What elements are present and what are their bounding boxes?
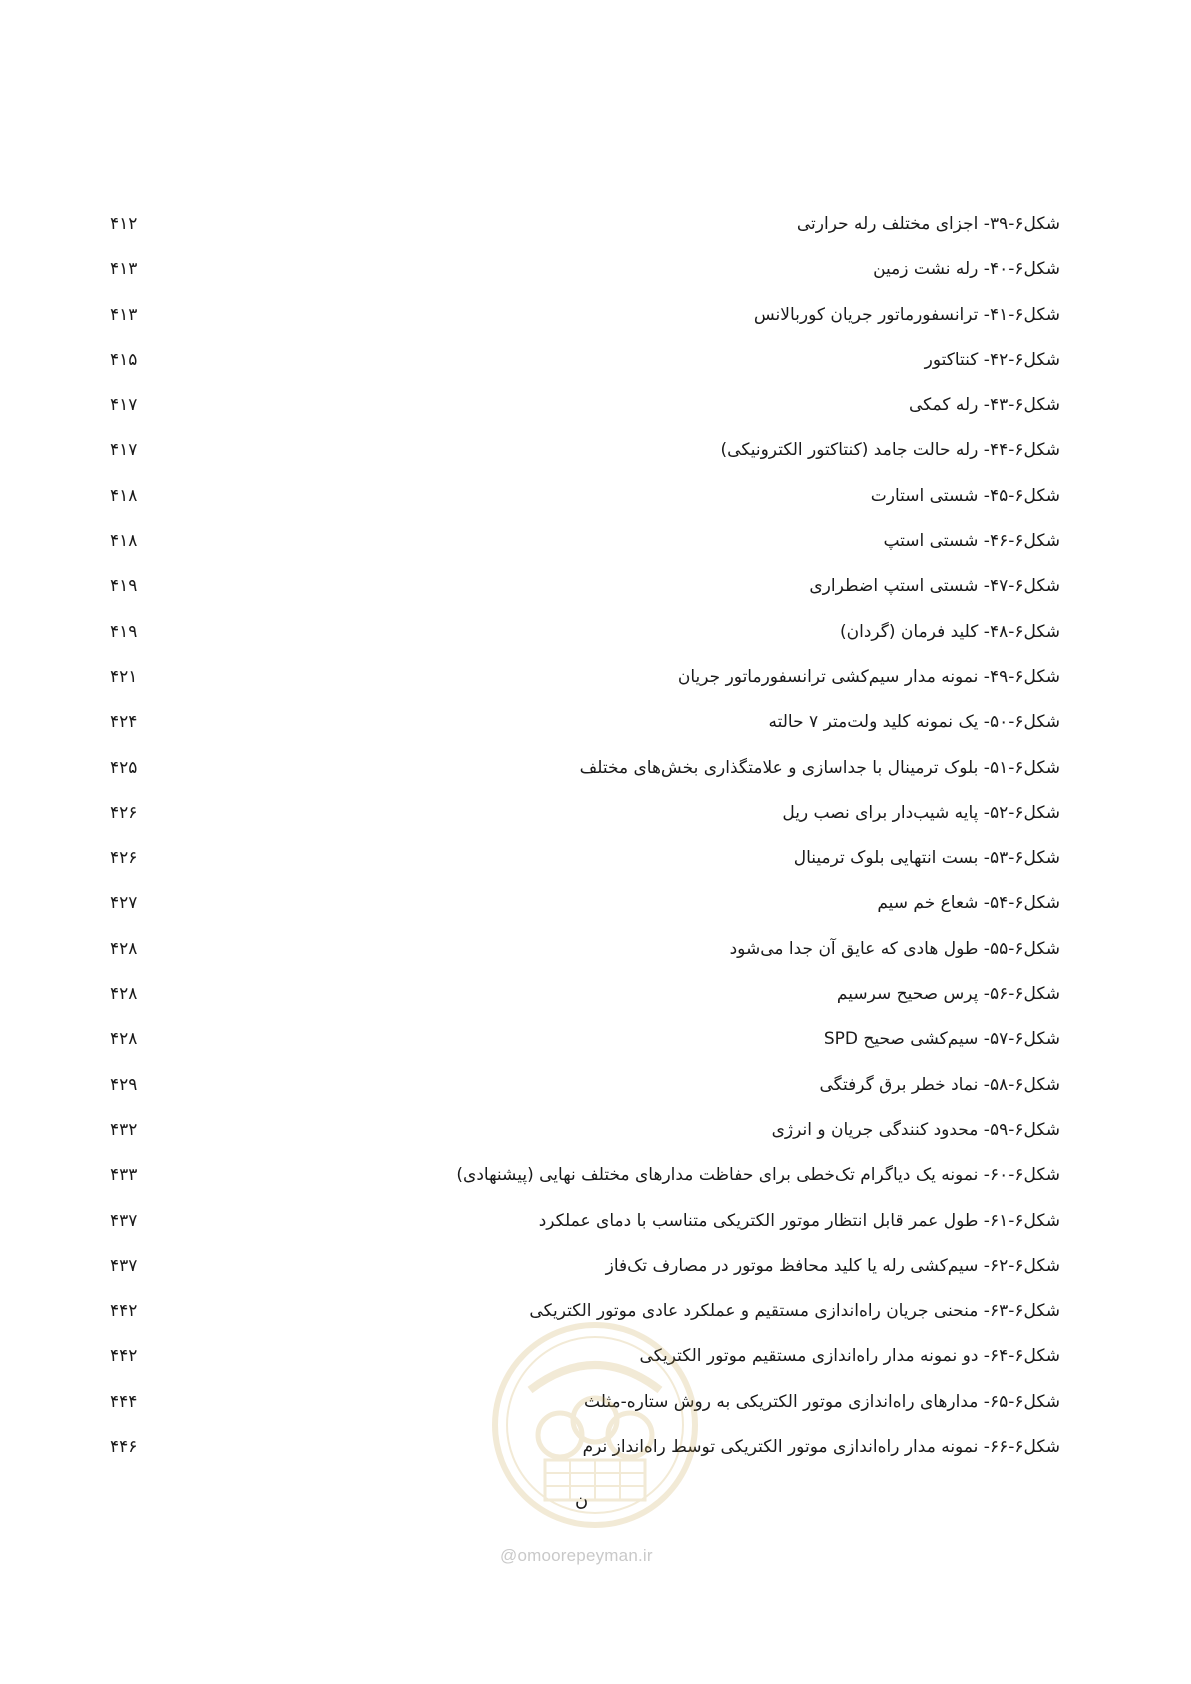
figure-list (110, 212, 1060, 1480)
toc-entry (110, 529, 1060, 574)
toc-entry-page: ۴۱۸ (110, 485, 138, 506)
toc-entry (110, 1435, 1060, 1480)
toc-entry-page: ۴۲۸ (110, 984, 138, 1005)
toc-entry-page: ۴۳۳ (110, 1165, 138, 1186)
toc-entry (110, 1118, 1060, 1163)
toc-entry (110, 1209, 1060, 1254)
toc-entry-page: ۴۴۶ (110, 1437, 138, 1458)
toc-entry-page: ۴۴۲ (110, 1301, 138, 1322)
toc-entry-title: شکل۶-۵۸- نماد خطر برق گرفتگی (819, 1074, 1060, 1095)
toc-entry-page: ۴۱۸ (110, 531, 138, 552)
toc-entry-page: ۴۱۳ (110, 259, 138, 280)
toc-entry (110, 937, 1060, 982)
toc-entry-page: ۴۱۳ (110, 304, 138, 325)
toc-entry-page: ۴۲۵ (110, 757, 138, 778)
toc-entry-page: ۴۲۷ (110, 893, 138, 914)
toc-entry-title: شکل۶-۵۹- محدود کنندگی جریان و انرژی (771, 1119, 1060, 1140)
toc-entry-page: ۴۲۸ (110, 1029, 138, 1050)
toc-entry-title: شکل۶-۴۳- رله کمکی (909, 395, 1060, 416)
toc-entry-page: ۴۱۷ (110, 395, 138, 416)
toc-entry (110, 710, 1060, 755)
toc-entry (110, 620, 1060, 665)
toc-entry-title: شکل۶-۶۳- منحنی جریان راه‌اندازی مستقیم و عملکرد عادی موتور الکتریکی (529, 1301, 1060, 1322)
toc-entry-title: شکل۶-۵۳- بست انتهایی بلوک ترمینال (793, 848, 1060, 869)
toc-entry-page: ۴۱۷ (110, 440, 138, 461)
toc-entry-page: ۴۲۶ (110, 802, 138, 823)
toc-entry (110, 212, 1060, 257)
toc-entry-title: شکل۶-۴۱- ترانسفورماتور جریان کوربالانس (753, 304, 1060, 325)
toc-entry (110, 1344, 1060, 1389)
toc-entry-title: شکل۶-۴۵- شستی استارت (870, 485, 1060, 506)
toc-entry-title: شکل۶-۶۴- دو نمونه مدار راه‌اندازی مستقیم موتور الکتریکی (639, 1346, 1060, 1367)
toc-entry (110, 393, 1060, 438)
toc-entry-title: شکل۶-۳۹- اجزای مختلف رله حرارتی (796, 214, 1060, 234)
toc-entry (110, 846, 1060, 891)
toc-entry-title: شکل۶-۵۷- سیم‌کشی صحیح SPD (823, 1029, 1060, 1050)
toc-entry (110, 1163, 1060, 1208)
toc-entry-title: شکل۶-۶۰- نمونه یک دیاگرام تک‌خطی برای حفاظت مدارهای مختلف نهایی (پیشنهادی) (456, 1165, 1060, 1186)
toc-entry-title: شکل۶-۴۸- کلید فرمان (گردان) (840, 621, 1060, 642)
toc-entry (110, 1254, 1060, 1299)
toc-entry-title: شکل۶-۵۱- بلوک ترمینال با جداسازی و علامتگذاری بخش‌های مختلف (579, 757, 1060, 778)
toc-entry (110, 303, 1060, 348)
toc-entry-title: شکل۶-۴۰- رله نشت زمین (873, 259, 1060, 280)
toc-entry-title: شکل۶-۵۵- طول هادی که عایق آن جدا می‌شود (729, 938, 1060, 959)
toc-entry-title: شکل۶-۶۱- طول عمر قابل انتظار موتور الکتریکی متناسب با دمای عملکرد (538, 1210, 1060, 1231)
toc-entry-page: ۴۲۶ (110, 848, 138, 869)
toc-entry-page: ۴۱۲ (110, 214, 138, 234)
toc-entry (110, 484, 1060, 529)
toc-entry-title: شکل۶-۵۲- پایه شیب‌دار برای نصب ریل (782, 802, 1060, 823)
toc-entry (110, 1027, 1060, 1072)
toc-entry (110, 801, 1060, 846)
toc-entry-title: شکل۶-۴۴- رله حالت جامد (کنتاکتور الکترونیکی) (720, 440, 1060, 461)
toc-entry (110, 438, 1060, 483)
toc-entry (110, 574, 1060, 619)
toc-entry-title: شکل۶-۵۰- یک نمونه کلید ولت‌متر ۷ حالته (768, 712, 1060, 733)
toc-entry-title: شکل۶-۶۶- نمونه مدار راه‌اندازی موتور الکتریکی توسط راه‌انداز نرم (582, 1437, 1060, 1458)
toc-entry-page: ۴۴۲ (110, 1346, 138, 1367)
toc-entry-page: ۴۲۴ (110, 712, 138, 733)
toc-entry-title: شکل۶-۵۶- پرس صحیح سرسیم (836, 984, 1060, 1005)
toc-entry (110, 982, 1060, 1027)
toc-entry (110, 665, 1060, 710)
toc-entry (110, 257, 1060, 302)
toc-entry-page: ۴۳۷ (110, 1210, 138, 1231)
toc-entry-page: ۴۱۹ (110, 576, 138, 597)
toc-entry (110, 1390, 1060, 1435)
toc-entry (110, 1299, 1060, 1344)
toc-entry-title: شکل۶-۵۴- شعاع خم سیم (877, 893, 1060, 914)
toc-entry-page: ۴۲۸ (110, 938, 138, 959)
toc-entry (110, 756, 1060, 801)
toc-entry-page: ۴۴۴ (110, 1391, 138, 1412)
toc-entry-page: ۴۳۲ (110, 1119, 138, 1140)
watermark-url: @omoorepeyman.ir (500, 1546, 653, 1565)
toc-entry-title: شکل۶-۴۷- شستی استپ اضطراری (809, 576, 1060, 597)
toc-entry (110, 348, 1060, 393)
toc-entry-title: شکل۶-۶۵- مدارهای راه‌اندازی موتور الکتریکی به روش ستاره-مثلث (584, 1391, 1060, 1412)
toc-entry-title: شکل۶-۴۲- کنتاکتور (924, 349, 1060, 370)
toc-entry (110, 1073, 1060, 1118)
toc-entry-page: ۴۱۹ (110, 621, 138, 642)
toc-entry-page: ۴۳۷ (110, 1255, 138, 1276)
toc-entry (110, 891, 1060, 936)
toc-entry-page: ۴۲۱ (110, 666, 138, 687)
toc-entry-page: ۴۱۵ (110, 349, 138, 370)
toc-entry-title: شکل۶-۴۹- نمونه مدار سیم‌کشی ترانسفورماتور جریان (677, 666, 1060, 687)
toc-entry-title: شکل۶-۴۶- شستی استپ (883, 531, 1060, 552)
page-number: ن (575, 1490, 589, 1511)
toc-entry-title: شکل۶-۶۲- سیم‌کشی رله یا کلید محافظ موتور در مصارف تک‌فاز (605, 1255, 1060, 1276)
toc-entry-page: ۴۲۹ (110, 1074, 138, 1095)
